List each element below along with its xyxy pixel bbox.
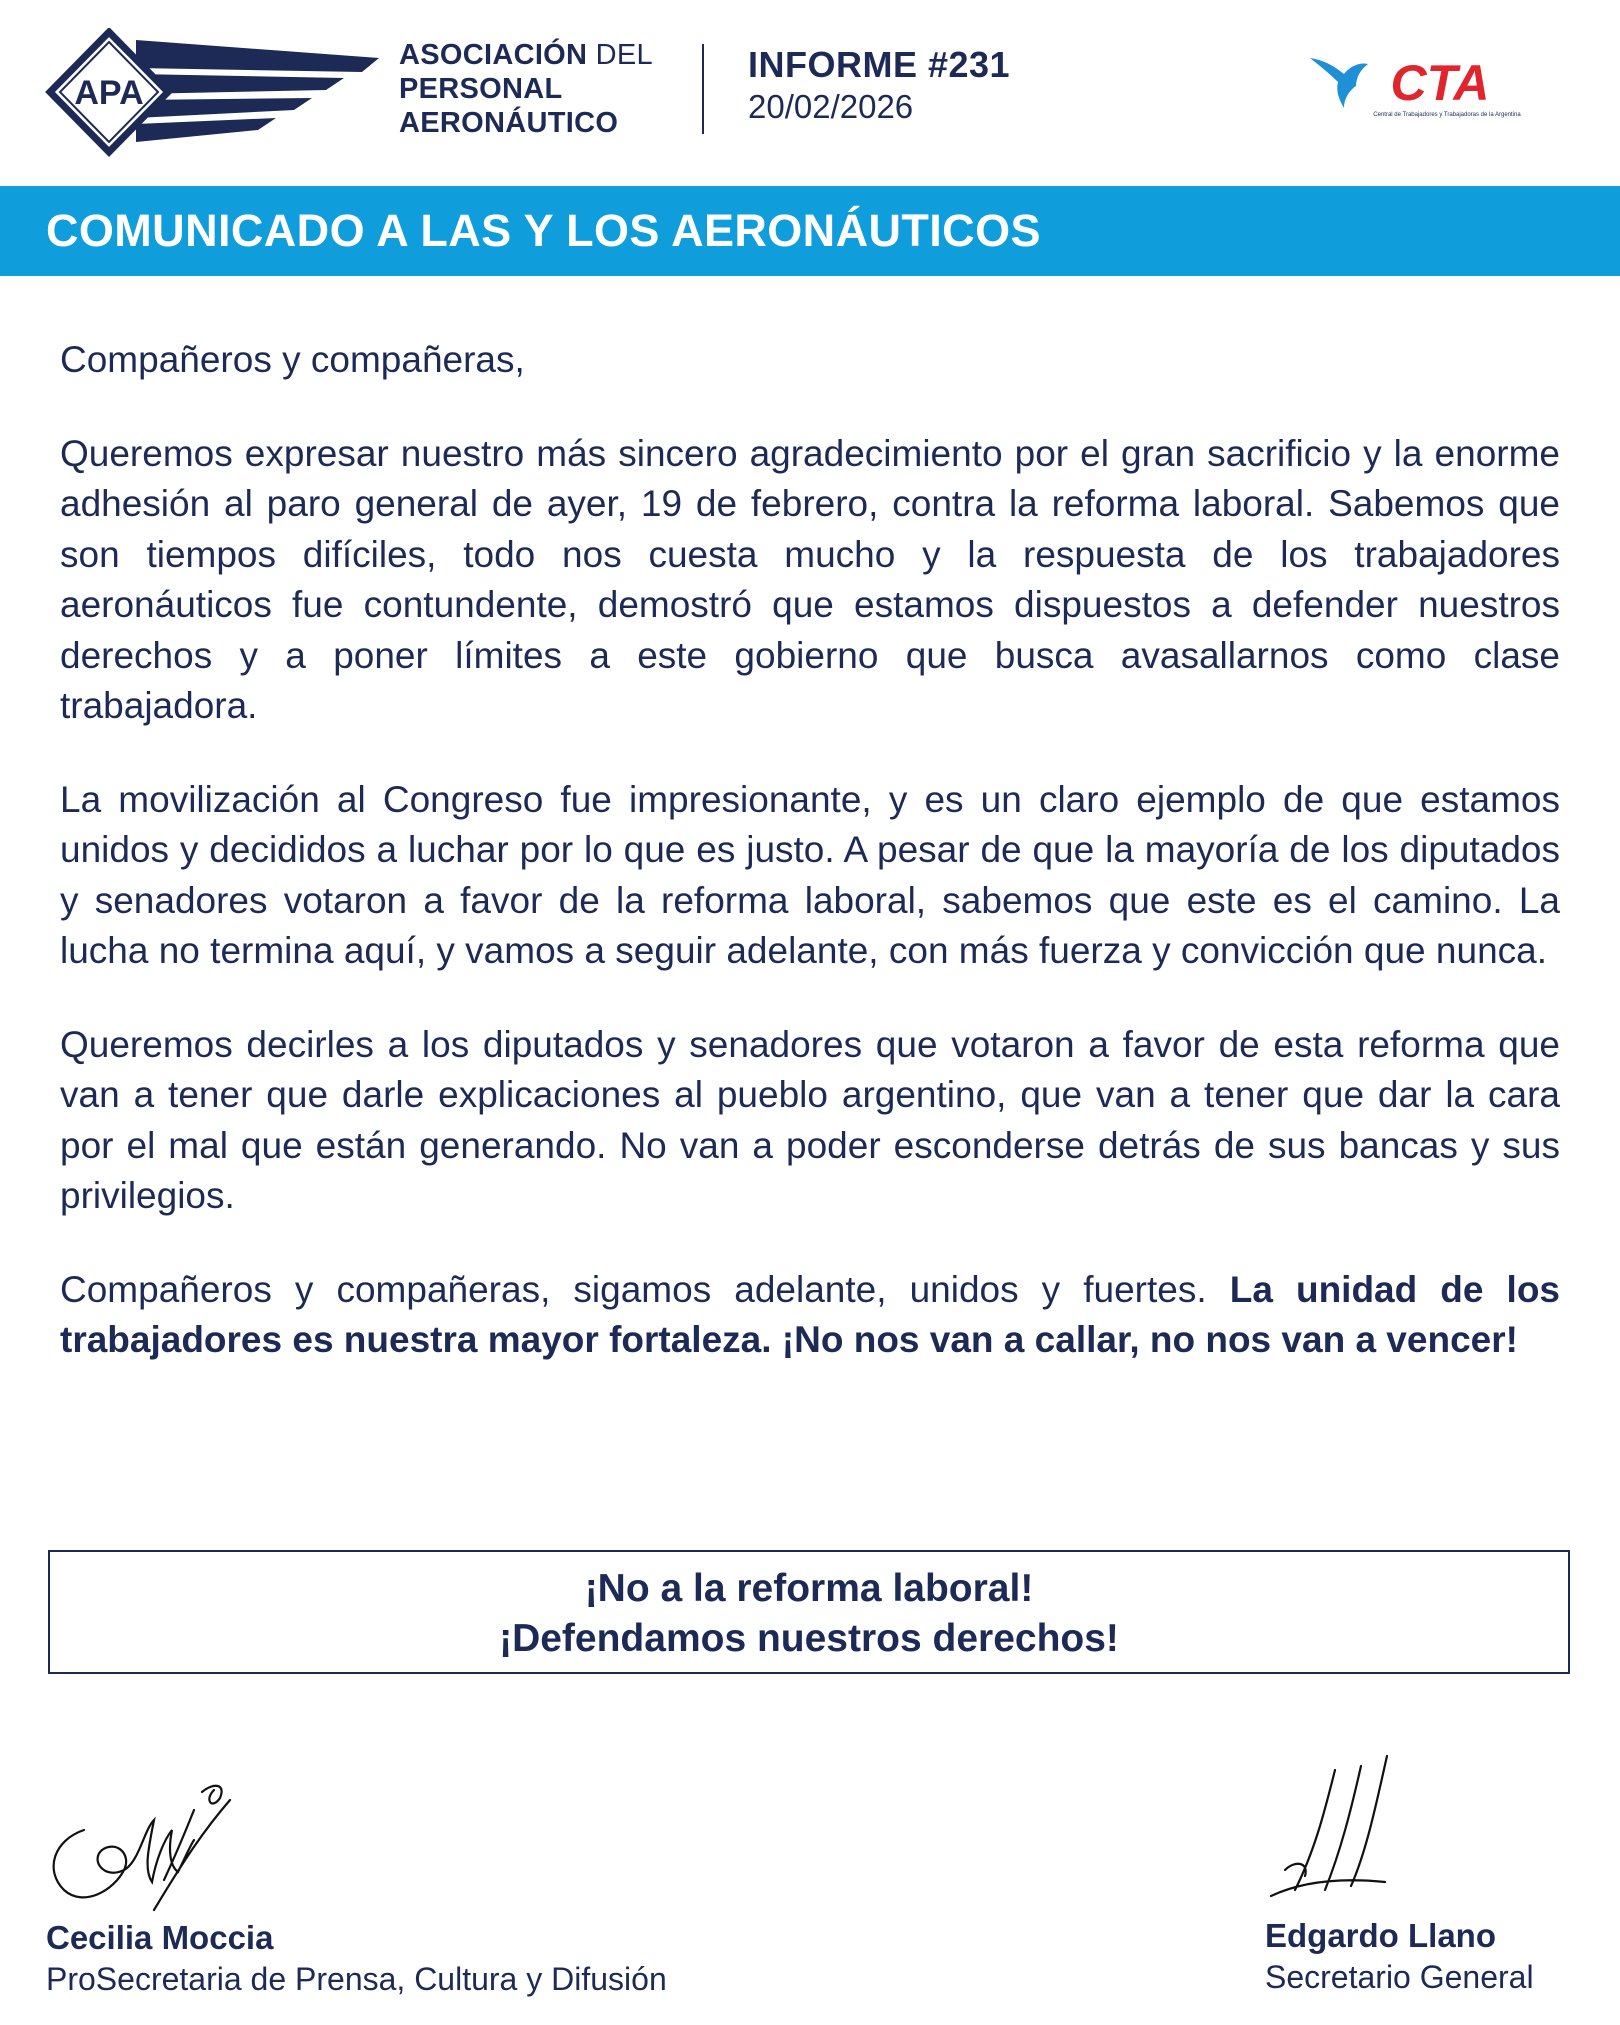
signatory-name-left: Cecilia Moccia [46,1919,274,1956]
org-name-line2: PERSONAL [399,73,563,105]
organization-name [399,38,653,140]
handwritten-signature-right [1265,1750,1435,1905]
report-number: INFORME #231 [748,44,1011,85]
cta-logo [1310,52,1535,124]
paragraph-2: La movilización al Congreso fue impresionante, y es un claro ejemplo de que estamos unidos y decididos a luchar por lo que es justo. A pesar de que la mayoría de los diputados y senadores votaron a favor de la reforma laboral, sabemos que este es el camino. La lucha no termina aquí, y vamos a seguir adelante, con más fuerza y convicción que nunca. [60,778,1560,971]
greeting: Compañeros y compañeras, [60,339,525,380]
report-date: 20/02/2026 [748,88,914,125]
slogan-box [48,1550,1570,1674]
paragraph-1: Queremos expresar nuestro más sincero agradecimiento por el gran sacrificio y la enorme adhesión al paro general de ayer, 19 de febrero, contra la reforma laboral. Sabemos que son tiempos difíciles, todo nos cuesta mucho y la respuesta de los trabajadores aeronáuticos fue contundente, demostró que estamos dispuestos a defender nuestros derechos y a poner límites a este gobierno que busca avasallarnos como clase trabajadora. [60,432,1560,726]
handwritten-signature-left [44,1770,234,1915]
paragraph-4-regular: Compañeros y compañeras, sigamos adelante, unidos y fuertes. [60,1268,1230,1310]
report-info [748,44,1010,128]
slogan-line-1: ¡No a la reforma laboral! [584,1567,1034,1610]
org-name-line1-suffix: DEL [587,39,653,71]
org-name-line3: AERONÁUTICO [399,107,619,139]
signatory-name-right: Edgardo Llano [1265,1917,1496,1954]
paragraph-4 [60,1265,1560,1366]
paragraph-3: Queremos decirles a los diputados y senadores que votaron a favor de esta reforma que van a tener que darle explicaciones al pueblo argentino, que van a tener que dar la cara por el mal que están generando. No van a poder esconderse detrás de sus bancas y sus privilegios. [60,1023,1560,1216]
cta-logo-text: CTA [1390,55,1490,111]
document-header [0,0,1620,186]
slogan-line-2: ¡Defendamos nuestros derechos! [499,1617,1119,1660]
apa-logo-text: APA [74,74,144,112]
apa-logo [44,28,379,158]
org-name-line1: ASOCIACIÓN [399,39,588,71]
signatory-role-right: Secretario General [1265,1959,1534,1995]
paragraph-4-bold: La unidad de los trabajadores es nuestra mayor fortaleza. ¡No nos van a callar, no nos van a vencer! [60,1268,1561,1360]
header-divider [702,44,704,134]
title-banner [0,186,1620,276]
communique-body [60,335,1560,1409]
signatory-role-left: ProSecretaria de Prensa, Cultura y Difusión [46,1961,667,1997]
banner-title: COMUNICADO A LAS Y LOS AERONÁUTICOS [46,205,1041,256]
cta-logo-subtitle: Central de Trabajadores y Trabajadoras de la Argentina [1373,112,1521,118]
